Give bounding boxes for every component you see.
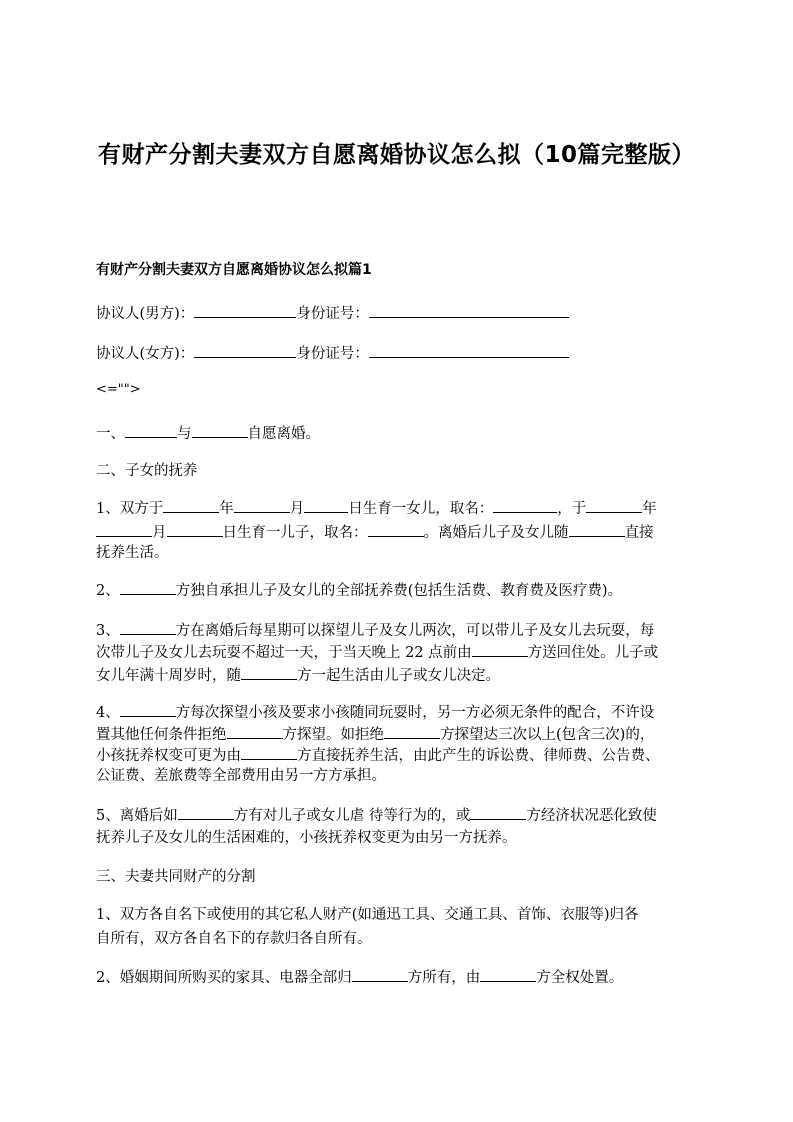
blank [586,498,642,513]
blank [234,498,290,513]
section-heading: 有财产分割夫妻双方自愿离婚协议怎么拟篇1 [96,262,372,278]
blank [167,522,223,537]
blank [472,642,528,657]
para-3-line-1: 3、 方在离婚后每星期可以探望儿子及女儿两次，可以带儿子及女儿去玩耍，每 [96,620,654,640]
blank [96,522,152,537]
blank [569,522,625,537]
male-id-label: 身份证号： [296,306,369,322]
document-title: 有财产分割夫妻双方自愿离婚协议怎么拟（10篇完整版） [97,142,695,168]
blank [368,522,424,537]
blank [384,724,440,739]
para-6-line-2: 自所有，双方各自名下的存款归各自所有。 [96,931,372,947]
para-3-line-2: 次带儿子及女儿去玩耍不超过一天，于当天晚上 22 点前由 方送回住处。儿子或 [96,642,658,662]
para-4-line-1: 4、 方每次探望小孩及要求小孩随同玩耍时，另一方必须无条件的配合，不许设 [96,702,654,722]
party-female-line [96,343,569,363]
blank [120,580,176,595]
para-7: 2、婚姻期间所购买的家具、电器全部归 方所有，由 方全权处置。 [96,967,623,987]
male-id-blank [369,303,569,318]
para-1-line-3: 抚养生活。 [96,545,169,561]
section-3-heading: 三、夫妻共同财产的分割 [96,869,256,885]
para-4-line-3: 小孩抚养权变可更为由 方直接抚养生活，由此产生的诉讼费、律师费、公告费、 [96,745,660,765]
blank [470,805,526,820]
party-female-label: 协议人(女方)： [96,346,195,362]
blank [352,967,408,982]
clause-1: 一、 与 自愿离婚。 [96,423,320,443]
blank [493,498,557,513]
female-name-blank [194,343,296,358]
stray-mark: <=""> [96,382,141,397]
female-id-blank [369,343,569,358]
female-id-label: 身份证号： [296,346,369,362]
para-5-line-1: 5、离婚后如 方有对儿子或女儿虐 待等行为的，或 方经济状况恶化致使 [96,805,657,825]
blank [241,665,297,680]
section-2-heading: 二、子女的抚养 [96,463,198,479]
para-4-line-4: 公证费、差旅费等全部费用由另一方方承担。 [96,768,386,784]
male-name-blank [194,303,296,318]
para-1-line-1: 1、双方于 年 月 日生育一女儿，取名： ，于 年 [96,498,657,518]
blank [120,702,176,717]
party-male-label: 协议人(男方)： [96,306,195,322]
party-male-line [96,303,569,323]
blank [163,498,219,513]
para-2: 2、 方独自承担儿子及女儿的全部抚养费(包括生活费、教育费及医疗费)。 [96,580,622,600]
blank [304,498,348,513]
para-1-line-2: 月 日生育一儿子，取名： 。离婚后儿子及女儿随 直接 [96,522,654,542]
blank [192,423,248,438]
para-5-line-2: 抚养儿子及女儿的生活困难的，小孩抚养权变更为由另一方抚养。 [96,830,517,846]
blank [125,423,177,438]
blank [227,724,283,739]
para-6-line-1: 1、双方各自名下或使用的其它私人财产(如通迅工具、交通工具、首饰、衣服等)归各 [96,907,639,923]
blank [480,967,536,982]
para-4-line-2: 置其他任何条件拒绝 方探望。如拒绝 方探望达三次以上(包含三次)的， [96,724,654,744]
blank [120,620,176,635]
blank [241,745,297,760]
blank [178,805,234,820]
para-3-line-3: 女儿年满十周岁时，随 方一起生活由儿子或女儿决定。 [96,665,500,685]
